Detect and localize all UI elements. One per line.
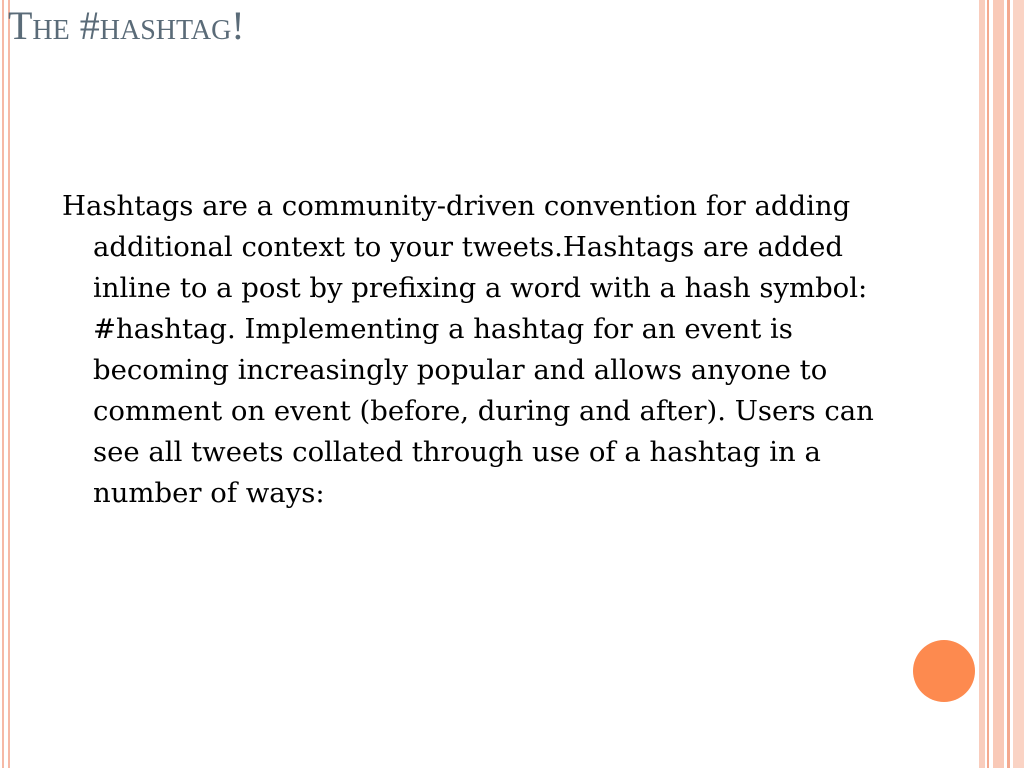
slide-title: The #hashtag! bbox=[8, 3, 245, 48]
right-border-stripe bbox=[987, 0, 989, 768]
left-border-line bbox=[8, 0, 10, 768]
right-border-stripe bbox=[979, 0, 985, 768]
right-border-stripe bbox=[993, 0, 1004, 768]
left-border-line bbox=[2, 0, 4, 768]
decorative-orange-circle bbox=[913, 640, 975, 702]
right-border-stripe bbox=[1013, 0, 1024, 768]
right-border-stripe bbox=[1007, 0, 1010, 768]
slide-body-text: Hashtags are a community-driven convention for adding additional context to your tweets.Hashtags are added inline to a post by prefixing a word with a hash symbol: #hashtag. Implementing a hashtag for an event is becoming increasingly popular and allows anyone to comment on event (before, during and after). Users can see all tweets collated through use of a hashtag in a number of ways: bbox=[62, 190, 874, 509]
